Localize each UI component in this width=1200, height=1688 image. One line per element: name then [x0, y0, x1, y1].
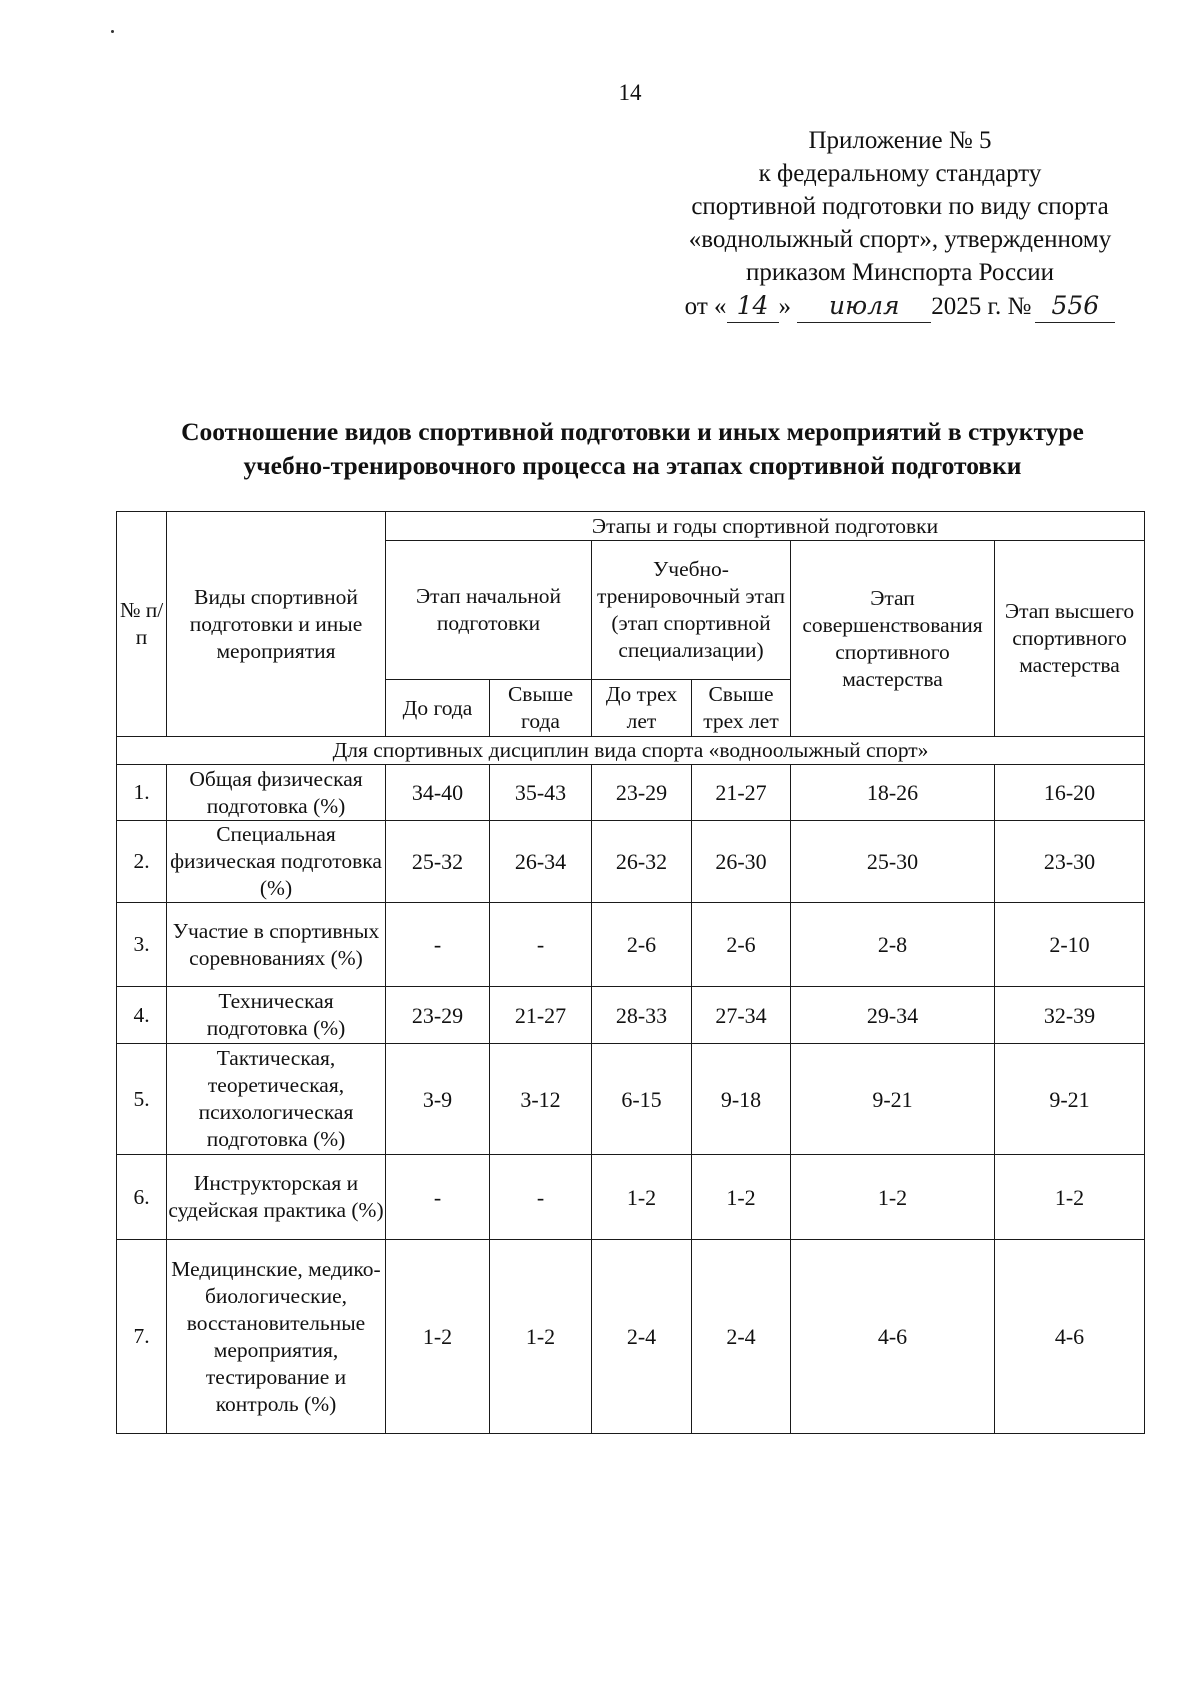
row-value: 4-6	[995, 1240, 1145, 1434]
appendix-line: Приложение № 5	[808, 127, 992, 154]
order-prefix: от «	[684, 293, 727, 320]
row-num: 7.	[117, 1240, 167, 1434]
table-row	[117, 821, 1145, 903]
row-value: 16-20	[995, 765, 1145, 821]
order-date-line	[620, 289, 1180, 323]
row-value: 29-34	[791, 987, 995, 1044]
ratio-table	[116, 511, 1145, 1434]
row-value: 2-4	[692, 1240, 791, 1434]
table-row	[117, 1240, 1145, 1434]
row-value: 32-39	[995, 987, 1145, 1044]
order-month-handwritten: июля	[797, 289, 931, 323]
scan-speck	[111, 30, 114, 33]
row-value: 18-26	[791, 765, 995, 821]
row-value: -	[386, 903, 490, 987]
header-num: № п/п	[117, 512, 167, 737]
row-value: 1-2	[692, 1155, 791, 1240]
order-number-handwritten: 556	[1035, 289, 1115, 323]
row-value: 25-32	[386, 821, 490, 903]
row-value: -	[386, 1155, 490, 1240]
header-sub-over-year: Свыше года	[490, 680, 592, 737]
appendix-block	[620, 124, 1180, 323]
row-value: 9-21	[791, 1044, 995, 1155]
appendix-line: спортивной подготовки по виду спорта	[691, 193, 1109, 220]
table-row	[117, 903, 1145, 987]
page-number: 14	[618, 80, 642, 105]
row-value: 21-27	[692, 765, 791, 821]
header-sub-up-to-three: До трех лет	[592, 680, 692, 737]
row-value: 2-10	[995, 903, 1145, 987]
row-value: 28-33	[592, 987, 692, 1044]
row-value: 1-2	[791, 1155, 995, 1240]
row-value: 26-32	[592, 821, 692, 903]
appendix-line: «воднолыжный спорт», утвержденному	[688, 226, 1112, 253]
row-num: 1.	[117, 765, 167, 821]
row-value: 2-6	[592, 903, 692, 987]
table-row	[117, 1044, 1145, 1155]
row-value: 35-43	[490, 765, 592, 821]
row-value: 23-29	[386, 987, 490, 1044]
row-num: 4.	[117, 987, 167, 1044]
title-line: Соотношение видов спортивной подготовки и иных мероприятий в структуре	[181, 417, 1084, 446]
row-value: 3-9	[386, 1044, 490, 1155]
row-value: 23-29	[592, 765, 692, 821]
row-value: 1-2	[386, 1240, 490, 1434]
document-title	[100, 415, 1165, 483]
row-name: Медицинские, медико-биологические, восстановительные мероприятия, тестирование и контроль (%)	[167, 1240, 386, 1434]
row-name: Инструкторская и судейская практика (%)	[167, 1155, 386, 1240]
title-line: учебно-тренировочного процесса на этапах спортивной подготовки	[243, 451, 1022, 480]
header-stage-training: Учебно-тренировочный этап (этап спортивной специализации)	[592, 541, 791, 680]
row-num: 2.	[117, 821, 167, 903]
order-mid: »	[778, 293, 792, 320]
row-value: 23-30	[995, 821, 1145, 903]
row-value: 27-34	[692, 987, 791, 1044]
row-value: 4-6	[791, 1240, 995, 1434]
row-value: 26-34	[490, 821, 592, 903]
row-value: -	[490, 903, 592, 987]
row-name: Тактическая, теоретическая, психологическая подготовка (%)	[167, 1044, 386, 1155]
row-value: 2-6	[692, 903, 791, 987]
order-day-handwritten: 14	[727, 289, 779, 323]
row-value: 34-40	[386, 765, 490, 821]
row-value: 9-21	[995, 1044, 1145, 1155]
row-name: Специальная физическая подготовка (%)	[167, 821, 386, 903]
row-num: 3.	[117, 903, 167, 987]
row-value: 1-2	[490, 1240, 592, 1434]
table-row	[117, 1155, 1145, 1240]
appendix-line: приказом Минспорта России	[745, 259, 1054, 286]
row-value: 2-8	[791, 903, 995, 987]
row-value: 1-2	[995, 1155, 1145, 1240]
row-value: 25-30	[791, 821, 995, 903]
row-value: 2-4	[592, 1240, 692, 1434]
row-name: Общая физическая подготовка (%)	[167, 765, 386, 821]
row-num: 5.	[117, 1044, 167, 1155]
row-name: Техническая подготовка (%)	[167, 987, 386, 1044]
row-name: Участие в спортивных соревнованиях (%)	[167, 903, 386, 987]
header-sub-over-three: Свыше трех лет	[692, 680, 791, 737]
appendix-line: к федеральному стандарту	[758, 160, 1042, 187]
header-stages-group: Этапы и годы спортивной подготовки	[386, 512, 1145, 541]
header-stage-initial: Этап начальной подготовки	[386, 541, 592, 680]
row-value: 9-18	[692, 1044, 791, 1155]
header-stage-improvement: Этап совершенствования спортивного мастерства	[791, 541, 995, 737]
table-row	[117, 987, 1145, 1044]
order-year: 2025 г. №	[931, 293, 1032, 320]
header-sub-up-to-year: До года	[386, 680, 490, 737]
section-title: Для спортивных дисциплин вида спорта «водноолыжный спорт»	[117, 737, 1145, 765]
row-value: 26-30	[692, 821, 791, 903]
header-stage-highest: Этап высшего спортивного мастерства	[995, 541, 1145, 737]
row-num: 6.	[117, 1155, 167, 1240]
header-activities: Виды спортивной подготовки и иные мероприятия	[167, 512, 386, 737]
row-value: 3-12	[490, 1044, 592, 1155]
row-value: 6-15	[592, 1044, 692, 1155]
table-row	[117, 765, 1145, 821]
row-value: 21-27	[490, 987, 592, 1044]
row-value: 1-2	[592, 1155, 692, 1240]
row-value: -	[490, 1155, 592, 1240]
